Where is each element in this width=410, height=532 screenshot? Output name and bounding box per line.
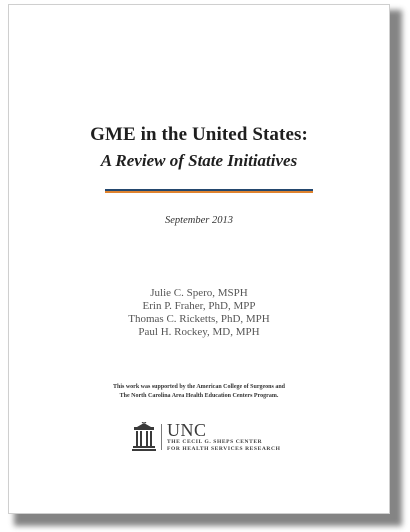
funding-statement (9, 383, 389, 401)
author-list (9, 287, 389, 339)
report-title: GME in the United States: (90, 124, 308, 145)
title-divider (105, 189, 313, 193)
report-subtitle: A Review of State Initiatives (100, 151, 298, 170)
report-cover-page (8, 4, 390, 514)
funding-line: The North Carolina Area Health Education Centers Program. (119, 393, 279, 399)
logo-unc-wordmark: UNC (167, 419, 207, 440)
divider-orange-line (105, 191, 313, 193)
author-name: Thomas C. Ricketts, PhD, MPH (128, 313, 270, 325)
author-name: Julie C. Spero, MSPH (150, 287, 248, 299)
logo-subline: FOR HEALTH SERVICES RESEARCH (167, 445, 281, 452)
unc-sheps-logo (131, 421, 280, 453)
logo-divider (161, 424, 162, 450)
author-name: Erin P. Fraher, PhD, MPP (142, 300, 256, 312)
funding-line: This work was supported by the American College of Surgeons and (112, 384, 285, 390)
old-well-icon (131, 422, 157, 452)
author-name: Paul H. Rockey, MD, MPH (138, 326, 260, 338)
logo-text (167, 419, 281, 453)
publication-date: September 2013 (165, 215, 233, 226)
logo-subline: THE CECIL G. SHEPS CENTER (167, 438, 263, 445)
